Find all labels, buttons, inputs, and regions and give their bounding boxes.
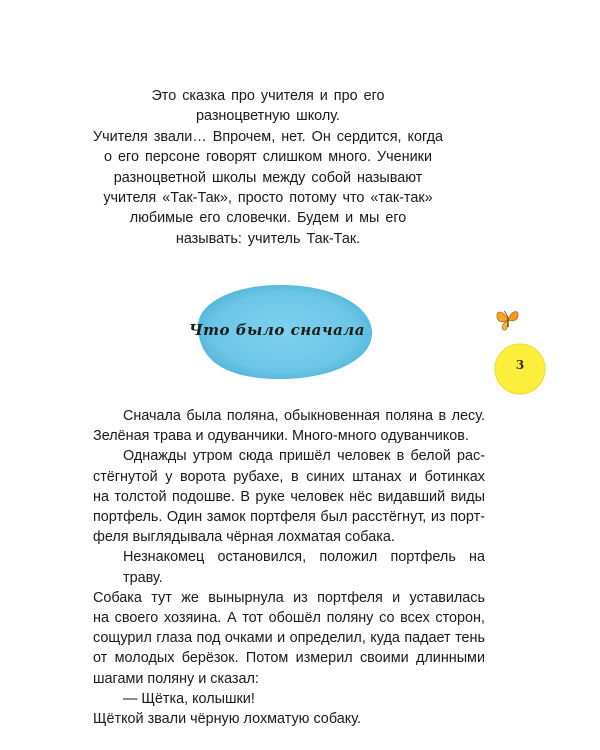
body-line: Сначала была поляна, обыкновенная поляна в лесу.	[123, 408, 485, 424]
intro-line: о его персоне говорят слишком много. Ученики	[104, 149, 432, 166]
body-line: портфель. Один замок портфеля был расстёгнут, из порт-	[93, 509, 485, 526]
body-line: Незнакомец остановился, положил портфель на траву.	[123, 549, 485, 586]
intro-line: разноцветной школы между собой называют	[113, 169, 423, 186]
intro-line: называть: учитель Так-Так.	[175, 230, 361, 247]
body-line: — Щётка, колышки!	[123, 690, 255, 707]
intro-line: Это сказка про учителя и про его	[151, 88, 385, 104]
body-paragraphs	[93, 406, 485, 729]
body-line: феля выглядывала чёрная лохматая собака.	[93, 529, 395, 546]
page-number: 3	[515, 358, 525, 372]
intro-line: разноцветную школу.	[195, 108, 340, 125]
intro-line: любимые его словечки. Будем и мы его	[129, 210, 407, 227]
body-line: шагами поляну и сказал:	[93, 670, 259, 687]
chapter-heading: Что было сначала	[188, 321, 366, 339]
body-line: Собака тут же вынырнула из портфеля и уставилась	[93, 589, 485, 606]
body-line: от молодых берёзок. Потом измерил своими длинными	[93, 650, 485, 667]
intro-paragraph	[88, 86, 448, 249]
butterfly-icon	[494, 305, 522, 333]
body-line: стёгнутой у ворота рубахе, в синих штанах и ботинках	[93, 468, 485, 485]
body-line: на своего хозяина. А тот обошёл поляну со всех сторон,	[93, 610, 485, 627]
body-line: Однажды утром сюда пришёл человек в белой рас-	[123, 448, 485, 465]
body-line: на толстой подошве. В руке человек нёс видавший виды	[93, 488, 485, 505]
body-line: сощурил глаза под очками и определил, куда падает тень	[93, 630, 485, 647]
body-line: Зелёная трава и одуванчики. Много-много одуванчиков.	[93, 428, 469, 445]
intro-line: учителя «Так-Так», просто потому что «так-так»	[103, 190, 433, 207]
body-line: Щёткой звали чёрную лохматую собаку.	[93, 711, 361, 728]
intro-line: Учителя звали… Впрочем, нет. Он сердится, когда	[93, 128, 443, 145]
